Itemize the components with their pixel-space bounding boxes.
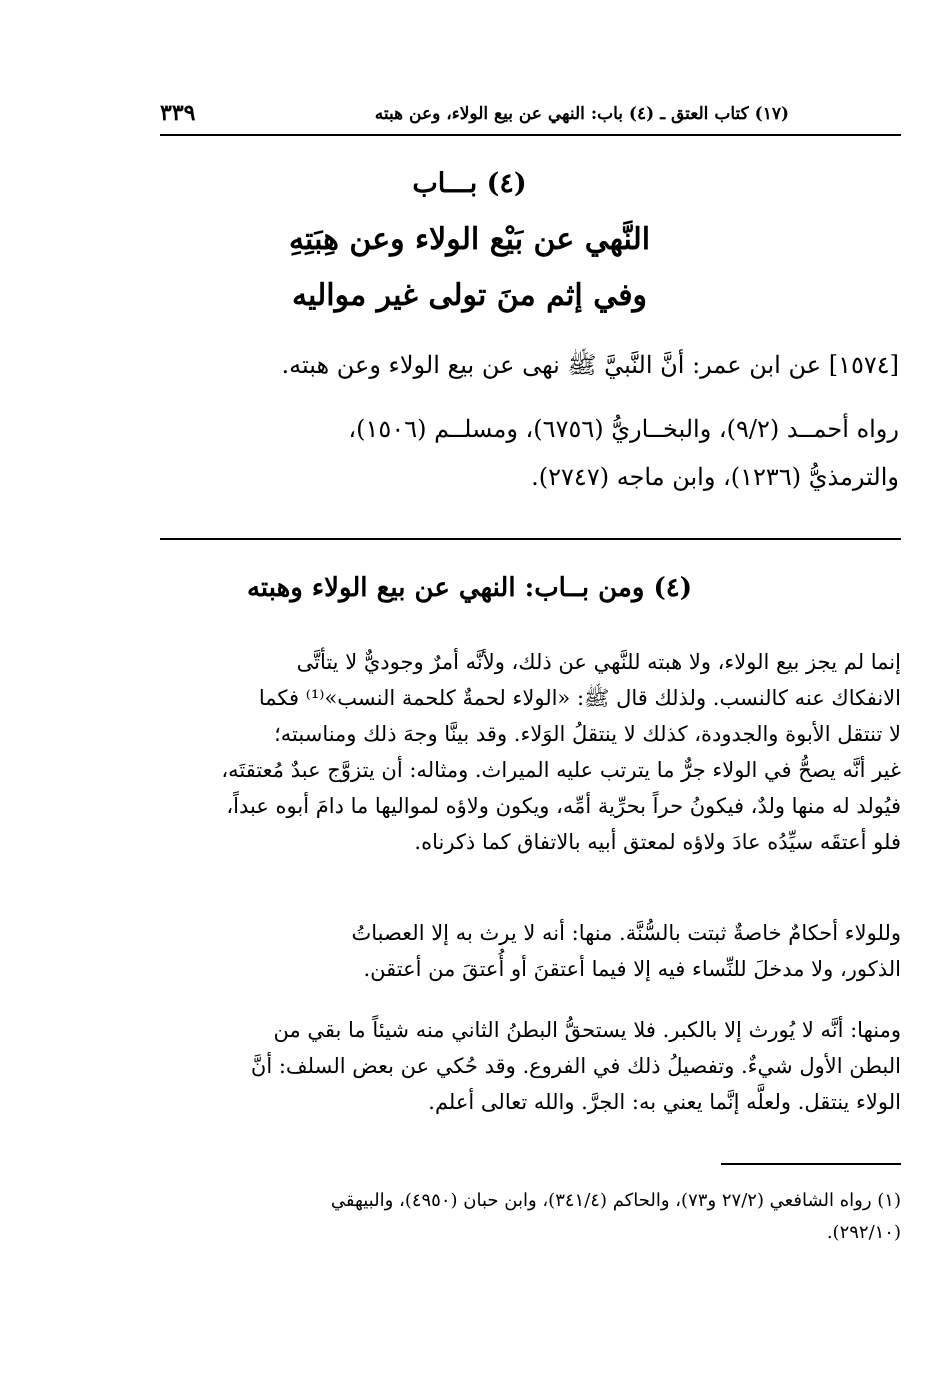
footnote [36,1185,901,1249]
paragraph-line: إنما لم يجز بيع الولاء، ولا هبته للنَّهي عن ذلك، ولأنَّه أمرٌ وجوديٌّ لا يتأتَّى [296,650,901,674]
paragraph-line: وللولاء أحكامٌ خاصةٌ ثبتت بالسُّنَّة. منها: أنه لا يرث به إلا العصباتُ [351,921,901,945]
paragraph-line: فلو أعتقَه سيِّدُه عادَ ولاؤه لمعتق أبيه بالاتفاق كما ذكرناه. [414,830,901,854]
paragraph-line: الانفكاك عنه كالنسب. ولذلك قال ﷺ: «الولاء لحمةٌ كلحمة النسب»⁽¹⁾ فكما [258,686,901,710]
commentary-paragraph-2 [36,915,901,987]
chapter-label: (٤) بـــاب [412,168,527,199]
takhrij-line-1: رواه أحمــد (٩/٢)، والبخــاريُّ (٦٧٥٦)، ومسلــم (١٥٠٦)، [348,415,899,443]
header-rule [160,134,901,136]
hadith-text: [١٥٧٤] عن ابن عمر: أنَّ النَّبيَّ ﷺ نهى عن بيع الولاء وعن هبته. [281,351,899,379]
paragraph-line: الذكور، ولا مدخلَ للنِّساء فيه إلا فيما أعتقنَ أو أُعتقَ من أعتقن. [363,957,901,981]
page-number: ٣٣٩ [160,100,196,126]
chapter-title-line-1: النَّهي عن بَيْع الولاء وعن هِبَتِهِ [288,222,651,257]
paragraph-line: غير أنَّه يصحُّ في الولاء جرٌّ ما يترتب عليه الميراث. ومثاله: أن يتزوَّج عبدٌ مُعتقتَه، [221,758,901,782]
running-head [160,100,789,130]
paragraph-line: ومنها: أنَّه لا يُورث إلا بالكبر. فلا يستحقُّ البطنُ الثاني منه شيئاً ما بقي من [273,1018,901,1042]
takhrij-line-2: والترمذيُّ (١٢٣٦)، وابن ماجه (٢٧٤٧). [531,463,899,491]
footnote-rule [721,1163,901,1165]
commentary-divider [160,538,901,540]
commentary-paragraph-3 [36,1012,901,1120]
running-title: (١٧) كتاب العتق ـ (٤) باب: النهي عن بيع الولاء، وعن هبته [374,104,789,124]
paragraph-line: لا تنتقل الأبوة والجدودة، كذلك لا ينتقلُ الوَلاء. وقد بينَّا وجهَ ذلك ومناسبته؛ [274,722,901,746]
paragraph-line: فيُولد له منها ولدٌ، فيكونُ حراً بحرِّية أمِّه، ويكون ولاؤه لمواليها ما دامَ أبوه عبداً، [226,794,901,818]
chapter-title-line-2: وفي إثم منَ تولى غير مواليه [291,278,648,313]
commentary-paragraph-1 [36,644,901,860]
paragraph-line: البطن الأول شيءٌ. وتفصيلُ ذلك في الفروع. وقد حُكي عن بعض السلف: أنَّ [250,1054,901,1078]
paragraph-line: الولاء ينتقل. ولعلَّه إنَّما يعني به: الجرَّ. والله تعالى أعلم. [428,1090,901,1114]
footnote-line-2: (٢٩٢/١٠). [826,1222,901,1243]
footnote-line-1: (١) رواه الشافعي (٢٧/٢ و٧٣)، والحاكم (٣٤١/٤)، وابن حبان (٤٩٥٠)، والبيهقي [330,1190,901,1211]
commentary-section-title: (٤) ومن بــاب: النهي عن بيع الولاء وهبته [246,573,693,603]
